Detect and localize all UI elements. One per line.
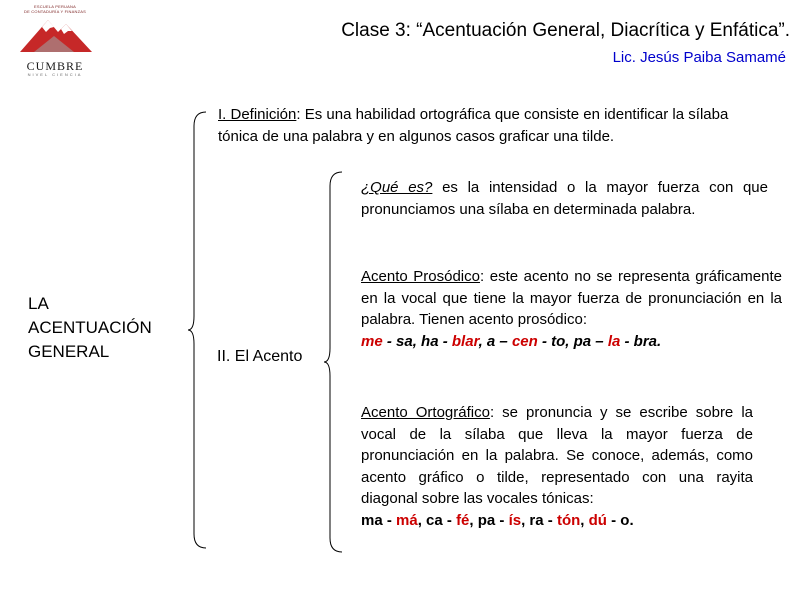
que-es-question: ¿Qué es? [361, 179, 433, 196]
main-label-line-1: LA [28, 294, 49, 313]
ortografico-examples [361, 512, 634, 529]
ex-la: la [607, 332, 621, 350]
ortografico-paragraph [361, 402, 753, 531]
prosodico-text: : este acento no se representa gráficamente en la vocal que tiene la mayor fuerza de pronunciación en la palabra. Tienen acento prosódico: [361, 268, 782, 328]
ex-me: me [361, 332, 383, 350]
page-title: Clase 3: “Acentuación General, Diacrítica y Enfática”. [341, 20, 790, 41]
ex-c1: , pa - [469, 511, 509, 529]
author-name: Lic. Jesús Paiba Samamé [612, 49, 786, 66]
acento-label: II. El Acento [217, 348, 303, 365]
que-es-text: es la intensidad o la mayor fuerza con que pronunciamos una sílaba en determinada palabra. [361, 179, 768, 218]
main-label-line-3: GENERAL [28, 342, 110, 361]
ex-e2: - o [606, 511, 630, 529]
ex-d2: , a – [478, 332, 512, 350]
prosodico-examples [361, 333, 661, 350]
logo-sub-text: DE CONTADURÍA Y FINANZAS [24, 9, 86, 14]
ex-d4: - bra. [620, 332, 662, 350]
ex-a2: má [396, 511, 418, 529]
ex-e0: , [580, 511, 589, 529]
ex-b2: fé [456, 511, 470, 529]
ortografico-text: : se pronuncia y se escribe sobre la vocal de la sílaba que lleva la mayor fuerza de pronunciación en la palabra. Se conoce, además, como acento gráfico o tilde, representado con una rayita diagonal sobre las vocales tónicas: [361, 404, 753, 507]
logo-brand: CUMBRE [26, 59, 84, 73]
ex-d1: , ra - [521, 511, 557, 529]
main-topic-label [28, 292, 152, 364]
ex-pa: pa – [573, 332, 608, 350]
prosodico-paragraph [361, 266, 782, 352]
ex-d3: - to, [537, 332, 574, 350]
que-es-paragraph [361, 177, 768, 220]
logo-top-text: ESCUELA PERUANA [34, 4, 76, 9]
ex-c2: ís [508, 511, 522, 529]
ex-blar: blar [451, 332, 479, 350]
ex-a1: ma - [361, 511, 397, 529]
mountain-icon [14, 14, 96, 54]
prosodico-heading: Acento Prosódico [361, 268, 480, 285]
acento-brace [322, 170, 346, 554]
logo-tagline: NIVEL CIENCIA [27, 72, 83, 77]
definition-heading: I. Definición [218, 106, 297, 123]
ex-end: . [629, 511, 634, 529]
ex-e1: dú [588, 511, 607, 529]
ex-d2: tón [556, 511, 581, 529]
ortografico-heading: Acento Ortográfico [361, 404, 490, 421]
definition-paragraph [218, 104, 768, 147]
ex-b1: , ca - [417, 511, 457, 529]
ex-d1: - sa, [382, 332, 422, 350]
main-brace [186, 110, 210, 550]
school-logo [14, 4, 96, 80]
ex-ha: ha - [421, 332, 452, 350]
ex-cen: cen [511, 332, 538, 350]
definition-text: : Es una habilidad ortográfica que consiste en identificar la sílaba tónica de una palabra y en algunos casos graficar una tilde. [218, 106, 729, 145]
main-label-line-2: ACENTUACIÓN [28, 318, 152, 337]
